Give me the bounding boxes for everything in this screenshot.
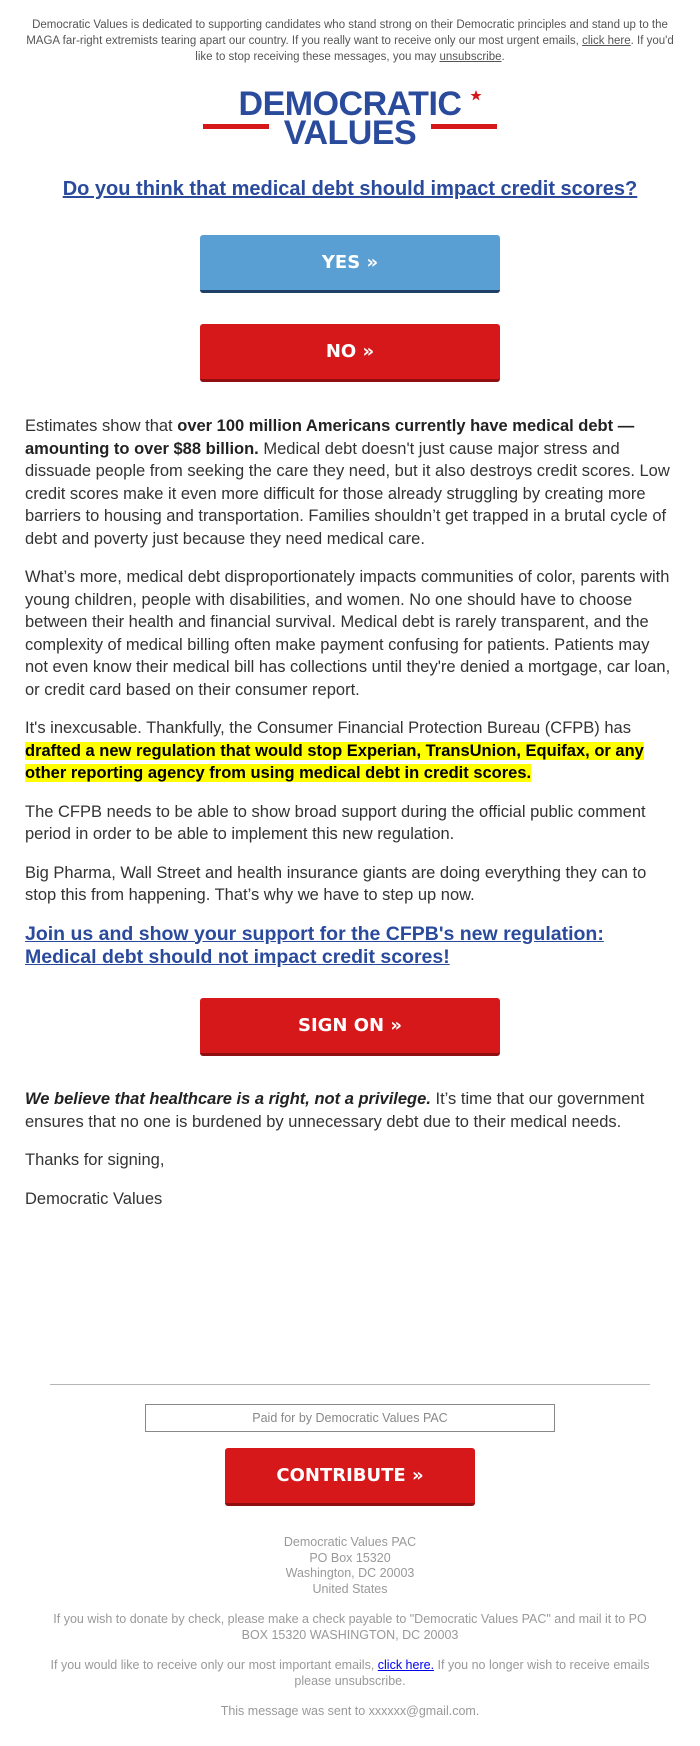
paragraph-2: What’s more, medical debt disproportionately impacts communities of color, parents with young children, people with disabilities, and women. No one should have to choose between their health and financial survival. Medical debt is rarely transparent, and the complexity of medical billing often make payment confusing for patients. Patients may not even know their medical bill has collections until they're denied a mortgage, car loan, or credit card based on their consumer report.: [25, 568, 671, 699]
cta-paragraph: [25, 923, 675, 970]
footer-address: Democratic Values PAC PO Box 15320 Washington, DC 20003 United States: [283, 1535, 417, 1596]
thanks-line: Thanks for signing,: [25, 1151, 165, 1169]
logo-line1: DEMOCRATIC: [238, 88, 462, 123]
paragraph-5: Big Pharma, Wall Street and health insurance giants are doing everything they can to stop this from happening. That’s why we have to step up now.: [25, 863, 647, 904]
preheader: Democratic Values is dedicated to supporting candidates who stand strong on their Democratic principles and stand up to the MAGA far-right extremists tearing apart our country. If you really want to receive only our most urgent emails, click here. If you'd like to stop receiving these messages, you may unsubscribe.: [26, 19, 674, 63]
footer: [50, 1535, 650, 1735]
footer-divider: [50, 1384, 650, 1385]
email-body: [25, 415, 675, 986]
support-regulation-link[interactable]: Join us and show your support for the CFPB's new regulation: Medical debt should not impact credit scores!: [25, 922, 604, 968]
paragraph-3: It's inexcusable. Thankfully, the Consumer Financial Protection Bureau (CFPB) has drafted a new regulation that would stop Experian, TransUnion, Equifax, or any other reporting agency from using medical debt in credit scores.: [25, 719, 644, 782]
footer-preferences: If you would like to receive only our most important emails, click here. If you no longer wish to receive emails please unsubscribe.: [50, 1658, 650, 1688]
highlighted-text: drafted a new regulation that would stop Experian, TransUnion, Equifax, or any other reporting agency from using medical debt in credit scores.: [25, 741, 644, 782]
footer-check-info: If you wish to donate by check, please make a check payable to "Democratic Values PAC" and mail it to PO BOX 15320 WASHINGTON, DC 20003: [53, 1612, 647, 1642]
democratic-values-logo: [200, 88, 500, 158]
no-button[interactable]: NO »: [200, 324, 500, 382]
logo-star-icon: [471, 90, 482, 101]
contribute-button[interactable]: CONTRIBUTE »: [225, 1448, 475, 1506]
unsubscribe-link[interactable]: unsubscribe: [439, 51, 502, 63]
paragraph-1: Estimates show that over 100 million Americans currently have medical debt — amounting to over $88 billion. Medical debt doesn't just cause major stress and dissuade people from seeking the care they need, but it also destroys credit scores. Low credit scores make it even more difficult for those already struggling by creating more barriers to housing and transportation. Families shouldn’t get trapped in a brutal cycle of debt and poverty just because they need medical care.: [25, 417, 670, 548]
yes-button[interactable]: YES »: [200, 235, 500, 293]
paid-for-box: Paid for by Democratic Values PAC: [145, 1404, 555, 1432]
closing: [25, 1088, 675, 1226]
belief-paragraph: We believe that healthcare is a right, not a privilege. It’s time that our government ensures that no one is burdened by unnecessary debt due to their medical needs.: [25, 1090, 645, 1131]
urgent-emails-link[interactable]: click here: [582, 35, 631, 47]
poll-question-link[interactable]: Do you think that medical debt should impact credit scores?: [62, 178, 638, 200]
paragraph-4: The CFPB needs to be able to show broad support during the official public comment period in order to be able to implement this new regulation.: [25, 802, 646, 843]
logo-left-bar: [203, 124, 269, 129]
sign-on-button[interactable]: SIGN ON »: [200, 998, 500, 1056]
logo-right-bar: [431, 124, 497, 129]
important-emails-link[interactable]: click here.: [377, 1658, 435, 1672]
signature: Democratic Values: [25, 1189, 163, 1208]
footer-sent-to: This message was sent to xxxxxx@gmail.com.: [220, 1704, 480, 1718]
logo-line2: VALUES: [283, 114, 417, 152]
